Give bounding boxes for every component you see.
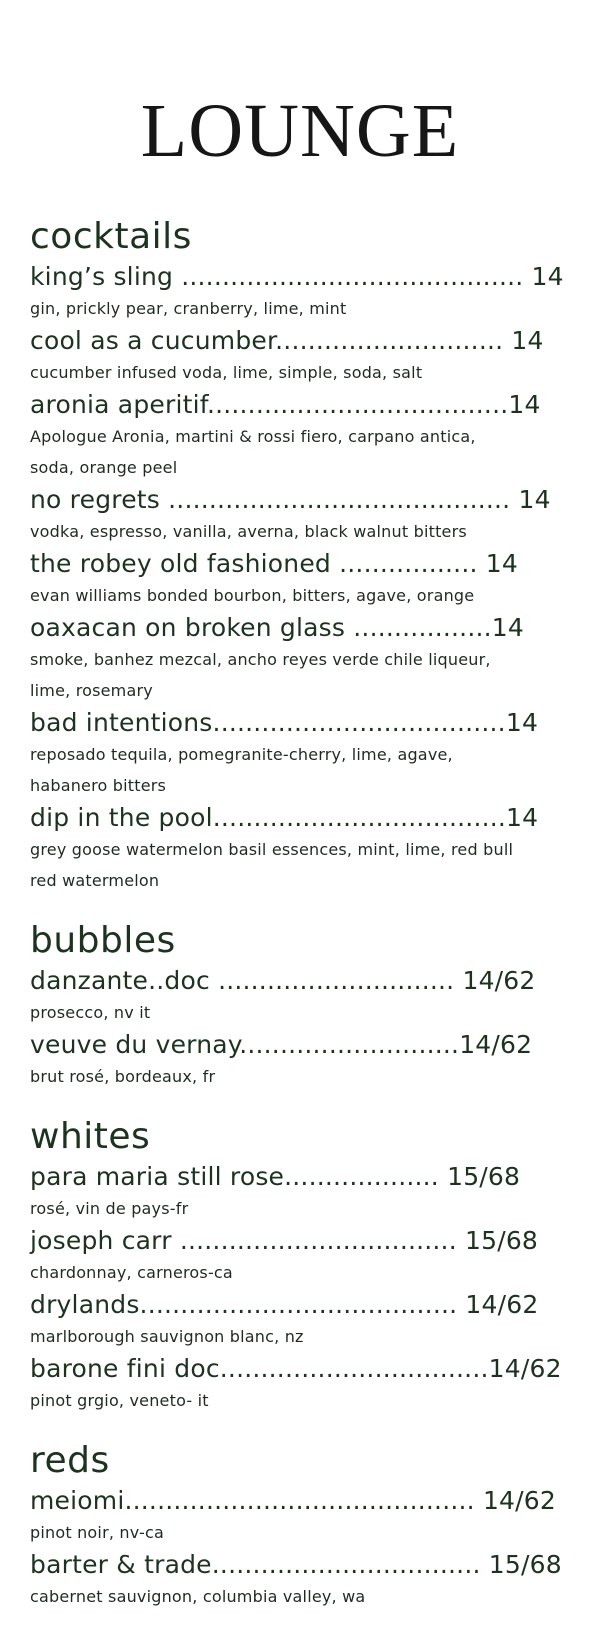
dot-leader: ........................................... bbox=[124, 1486, 475, 1515]
section-heading: bubbles bbox=[30, 920, 176, 961]
menu-item bbox=[30, 1288, 590, 1352]
item-price: 14 bbox=[503, 326, 544, 355]
item-name: drylands bbox=[30, 1290, 140, 1319]
item-price: 14 bbox=[477, 549, 518, 578]
item-line bbox=[30, 1028, 533, 1061]
item-description: cucumber infused voda, lime, simple, soda, salt bbox=[30, 363, 423, 382]
menu-item bbox=[30, 1548, 590, 1612]
menu-item bbox=[30, 483, 590, 547]
item-price: 14/62 bbox=[457, 1290, 539, 1319]
menu-section-whites bbox=[30, 1114, 590, 1416]
menu-item bbox=[30, 801, 590, 896]
item-line bbox=[30, 388, 541, 421]
item-name: king’s sling bbox=[30, 262, 174, 291]
item-line bbox=[30, 1352, 562, 1385]
item-line bbox=[30, 611, 522, 644]
dot-leader: ....................................... bbox=[139, 1290, 458, 1319]
dot-leader: ..................................... bbox=[206, 390, 509, 419]
item-price: 14 bbox=[523, 262, 564, 291]
item-line bbox=[30, 483, 551, 516]
menu-list bbox=[30, 214, 590, 1634]
item-price: 14 bbox=[505, 708, 539, 737]
item-line bbox=[30, 706, 539, 739]
item-name: joseph carr bbox=[30, 1226, 172, 1255]
item-price: 14/62 bbox=[459, 1030, 533, 1059]
item-line bbox=[30, 1484, 556, 1517]
item-line bbox=[30, 1160, 522, 1193]
item-line bbox=[30, 260, 564, 293]
item-name: meiomi bbox=[30, 1486, 125, 1515]
dot-leader: ................. bbox=[345, 613, 492, 642]
item-description: brut rosé, bordeaux, fr bbox=[30, 1067, 216, 1086]
item-name: cool as a cucumber bbox=[30, 326, 276, 355]
item-description: cabernet sauvignon, columbia valley, wa bbox=[30, 1587, 366, 1606]
menu-item bbox=[30, 1352, 590, 1416]
item-description: rosé, vin de pays-fr bbox=[30, 1199, 189, 1218]
item-name: veuve du vernay bbox=[30, 1030, 240, 1059]
item-description: chardonnay, carneros-ca bbox=[30, 1263, 233, 1282]
menu-item bbox=[30, 260, 590, 324]
dot-leader: ............................ bbox=[275, 326, 504, 355]
item-price: 14/62 bbox=[474, 1486, 556, 1515]
item-line bbox=[30, 801, 539, 834]
menu-item bbox=[30, 547, 590, 611]
dot-leader: .................................. bbox=[171, 1226, 457, 1255]
item-description: gin, prickly pear, cranberry, lime, mint bbox=[30, 299, 347, 318]
item-name: danzante..doc bbox=[30, 966, 210, 995]
dot-leader: ........................... bbox=[239, 1030, 460, 1059]
item-price: 14 bbox=[506, 803, 539, 832]
item-line bbox=[30, 1224, 539, 1257]
item-name: no regrets bbox=[30, 485, 161, 514]
item-price: 14 bbox=[491, 613, 524, 642]
item-description: evan williams bonded bourbon, bitters, agave, orange bbox=[30, 586, 475, 605]
menu-item bbox=[30, 1484, 590, 1548]
item-price: 14 bbox=[510, 485, 551, 514]
item-line bbox=[30, 1288, 539, 1321]
dot-leader: .......................................... bbox=[160, 485, 511, 514]
item-name: barter & trade bbox=[30, 1550, 212, 1579]
menu-item bbox=[30, 1160, 590, 1224]
menu-item bbox=[30, 388, 590, 483]
item-line bbox=[30, 964, 536, 997]
item-line bbox=[30, 547, 522, 580]
item-name: dip in the pool bbox=[30, 803, 213, 832]
menu-item bbox=[30, 324, 590, 388]
item-line bbox=[30, 1548, 562, 1581]
dot-leader: .................................... bbox=[212, 708, 506, 737]
item-name: the robey old fashioned bbox=[30, 549, 331, 578]
item-description: reposado tequila, pomegranite-cherry, lime, agave, habanero bitters bbox=[30, 745, 453, 795]
menu-item bbox=[30, 964, 590, 1028]
menu-item bbox=[30, 611, 590, 706]
dot-leader: .................................... bbox=[212, 803, 507, 832]
item-name: bad intentions bbox=[30, 708, 213, 737]
item-description: Apologue Aronia, martini & rossi fiero, carpano antica, soda, orange peel bbox=[30, 427, 476, 477]
item-name: barone fini doc bbox=[30, 1354, 220, 1383]
section-heading: whites bbox=[30, 1116, 151, 1157]
menu-section-bubbles bbox=[30, 918, 590, 1092]
dot-leader: ................................. bbox=[219, 1354, 489, 1383]
menu-section-cocktails bbox=[30, 214, 590, 896]
item-price: 14/62 bbox=[488, 1354, 562, 1383]
item-price: 15/68 bbox=[456, 1226, 539, 1255]
item-name: aronia aperitif bbox=[30, 390, 207, 419]
section-heading: cocktails bbox=[30, 216, 192, 257]
section-heading: reds bbox=[30, 1440, 110, 1481]
dot-leader: ................... bbox=[284, 1162, 439, 1191]
item-description: vodka, espresso, vanilla, averna, black walnut bitters bbox=[30, 522, 467, 541]
item-price: 15/68 bbox=[438, 1162, 521, 1191]
menu-item bbox=[30, 706, 590, 801]
page-title: LOUNGE bbox=[140, 89, 460, 173]
item-price: 14/62 bbox=[454, 966, 536, 995]
dot-leader: ................................. bbox=[211, 1550, 481, 1579]
item-description: marlborough sauvignon blanc, nz bbox=[30, 1327, 304, 1346]
item-description: pinot grgio, veneto- it bbox=[30, 1391, 209, 1410]
item-description: grey goose watermelon basil essences, mint, lime, red bull red watermelon bbox=[30, 840, 514, 890]
menu-section-reds bbox=[30, 1438, 590, 1612]
menu-item bbox=[30, 1028, 590, 1092]
item-description: prosecco, nv it bbox=[30, 1003, 151, 1022]
item-name: oaxacan on broken glass bbox=[30, 613, 346, 642]
item-price: 15/68 bbox=[480, 1550, 562, 1579]
item-price: 14 bbox=[508, 390, 541, 419]
dot-leader: ............................. bbox=[209, 966, 455, 995]
dot-leader: ................. bbox=[330, 549, 478, 578]
menu-item bbox=[30, 1224, 590, 1288]
item-description: smoke, banhez mezcal, ancho reyes verde chile liqueur, lime, rosemary bbox=[30, 650, 491, 700]
item-name: para maria still rose bbox=[30, 1162, 285, 1191]
item-description: pinot noir, nv-ca bbox=[30, 1523, 164, 1542]
item-line bbox=[30, 324, 544, 357]
dot-leader: .......................................... bbox=[173, 262, 524, 291]
